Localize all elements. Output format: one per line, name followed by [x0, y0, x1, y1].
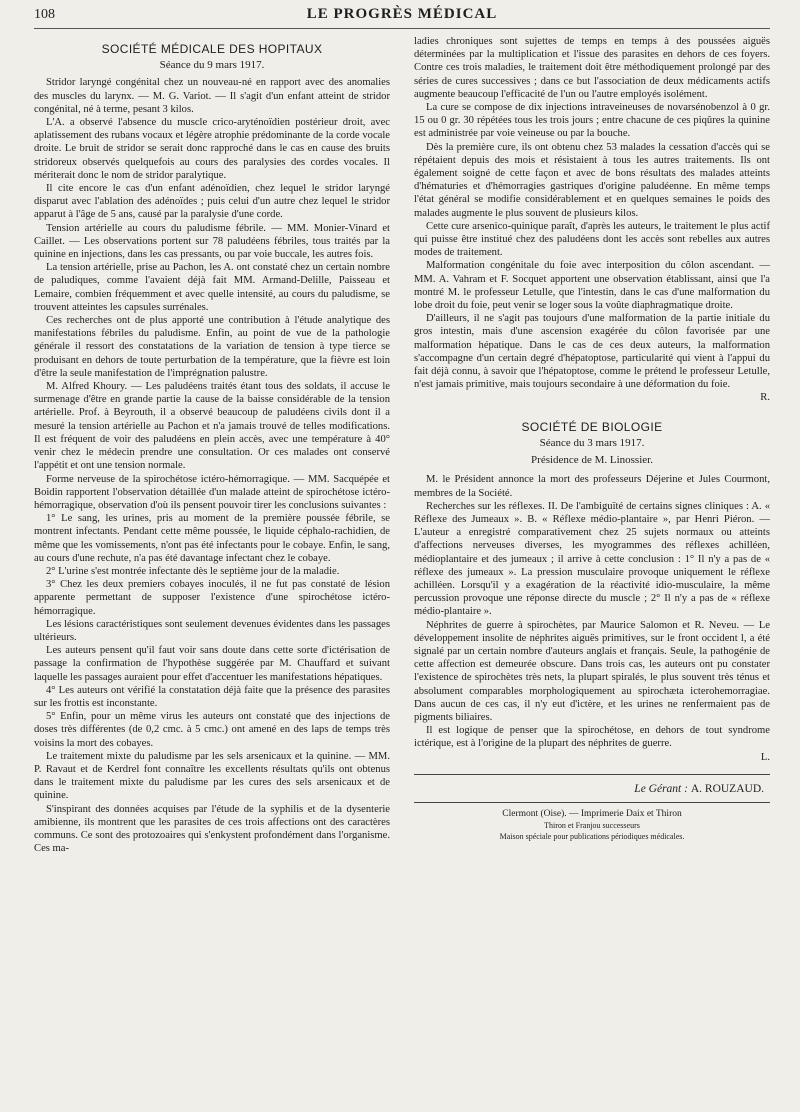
signature-initial: R. — [760, 392, 770, 404]
paragraph: S'inspirant des données acquises par l'étude de la syphilis et de la dysenterie amibienne, ils montrent que les parasites de ces trois affections ont des caractères communs. Ce sont des protozoaires qui s'enkystent profondément dans l'organisme. Ces ma- — [34, 803, 390, 855]
paragraph: 5° Enfin, pour un même virus les auteurs ont constaté que des injections de doses très différentes (de 0,2 cmc. à 5 cmc.) ont amené en des laps de temps très voisins la mort des cobayes. — [34, 711, 390, 749]
paragraph: Il est logique de penser que la spirochétose, en dehors de tout syndrome ictérique, est à l'origine de la plupart des néphrites de guerre. — [414, 725, 770, 750]
gerant-label: Le Gérant : — [634, 782, 688, 795]
imprint — [414, 809, 770, 842]
paragraph: ladies chroniques sont sujettes de temps en temps à des poussées aiguës déterminées par la multiplication et l'issue des parasites en dehors de ces foyers. Contre ces trois maladies, le traitement doit être méthodiquement prolongé par des séries de cures successives ; dans ce but l'association de deux médicaments actifs augmente beaucoup l'efficacité de l'un ou l'autre employés isolément. — [414, 36, 770, 100]
paragraph: Les auteurs pensent qu'il faut voir sans doute dans cette sorte d'ictérisation de passage la confirmation de l'hypothèse suggérée par M. Chauffard et suivant laquelle les passages auraient pour effet d'accentuer les manifestations hépatiques. — [34, 645, 390, 683]
page-number: 108 — [34, 7, 55, 22]
paragraph: Cette cure arsenico-quinique paraît, d'après les auteurs, le traitement le plus actif qui puisse être institué chez des paludéens dont les accès sont rebelles aux autres modes de traitement. — [414, 220, 770, 259]
imprint-successors: Thiron et Franjou successeurs — [544, 820, 640, 830]
imprint-specialty: Maison spéciale pour publications périodiques médicales. — [499, 831, 685, 841]
gerant-name: A. ROUZAUD. — [690, 782, 764, 795]
gerant-line — [414, 783, 764, 796]
paragraph: La cure se compose de dix injections intraveineuses de novarsénobenzol à 0 gr. 15 ou 0 gr. 30 répétées tous les trois jours ; entre chacune de ces piqûres la quinine est administrée par voie veineuse ou par la bouche. — [414, 102, 770, 140]
paragraph: M. le Président annonce la mort des professeurs Déjerine et Jules Courmont, membres de la Société. — [414, 474, 770, 499]
imprint-printer: Clermont (Oise). — Imprimerie Daix et Thiron — [502, 808, 682, 819]
paragraph: 4° Les auteurs ont vérifié la constatation déjà faite que la présence des parasites sur les frottis est inconstante. — [34, 684, 390, 709]
session-date: Séance du 9 mars 1917. — [159, 59, 265, 72]
divider — [414, 802, 770, 803]
left-column — [34, 35, 390, 855]
paragraph: La tension artérielle, prise au Pachon, les A. ont constaté chez un certain nombre de paludiques, comme l'avaient déjà fait MM. Armand-Delille, Paisseau et Lemaire, combien fréquemment et avec quelle intensité, au cours du paludisme, se trouvent atteintes les capsules surrénales. — [34, 262, 390, 313]
paragraph: 3° Chez les deux premiers cobayes inoculés, il ne fut pas constaté de lésion apparente permettant de supposer l'existence d'une spirochétose ictéro-hémorragique. — [34, 579, 390, 617]
paragraph: Forme nerveuse de la spirochétose ictéro-hémorragique. — MM. Sacquépée et Boidin rapportent l'observation détaillée d'un malade atteint de spirochétose ictéro-hémorragique, observation d'où ils pensent pouvoir tirer les conclusions suivantes : — [34, 473, 390, 511]
paragraph: D'ailleurs, il ne s'agit pas toujours d'une malformation de la partie initiale du gros intestin, mais d'une ascension exagérée du côlon favorisée par une malformation hépatique. Dans le cas de ces deux auteurs, la malformation s'accompagne d'un certain degré d'hépatoptose, particularité qui vient à l'appui du fait déjà connu, à savoir que l'hépatoptose, comme le prétend le professeur Letulle, n'est jamais primitive, mais toujours secondaire à une déformation du foie. — [414, 313, 770, 391]
divider — [414, 774, 770, 775]
section-title-hopitaux: SOCIÉTÉ MÉDICALE DES HOPITAUX — [101, 42, 323, 56]
paragraph: Il cite encore le cas d'un enfant adénoïdien, chez lequel le stridor laryngé disparut avec l'ablation des adénoïdes ; puis celui d'un autre chez lequel le stridor apparut à l'âge de 5 ans, causé par la paralysie d'une corde. — [34, 183, 390, 221]
paragraph: Néphrites de guerre à spirochètes, par Maurice Salomon et R. Neveu. — Le développement insolite de néphrites aiguës primitives, sur le front occident l, a été signalé par un certain nombre d'auteurs anglais et français. Seule, la pathogénie de cette affection est demeurée obscure. Dans trois cas, les auteurs ont pu constater l'existence de spirochètes très nets, la plupart spiralés, le plus souvent très ténus et absolument comparables morphologiquement au spirochæta icterohemorragiae. Dans aucun de ces cas, il n'y eut d'ictère, et les urines ne renfermaient pas de pigments biliaires. — [414, 619, 770, 723]
right-column — [414, 35, 770, 855]
running-header — [34, 6, 770, 29]
paragraph: L'A. a observé l'absence du muscle crico-aryténoïdien postérieur droit, avec aplatissement des rubans vocaux et légère atrophie prédominante de la corde vocale droite. Le bruit de stridor se serait donc rapproché dans le cas en cause des bruits stridoreux observés quelquefois au cours des paralysies des cordes vocales. Il mériterait donc le nom de stridor paralytique. — [34, 117, 390, 181]
presidence: Présidence de M. Linossier. — [531, 454, 653, 467]
paragraph: M. Alfred Khoury. — Les paludéens traités étant tous des soldats, il accuse le surmenage d'être en grande partie la cause de la baisse considérable de la tension artérielle. Prof. à Beyrouth, il a observé beaucoup de paludéens civils dont il a mesuré la tension artérielle au Pachon et n'a jamais trouvé de telles modifications. Il est fréquent de voir des paludéens en plein accès, avec une température à 40° venir chez le médecin prendre une consultation. Or ces malades ont conservé l'appétit et ont une tension normale. — [34, 381, 390, 472]
paragraph: Dès la première cure, ils ont obtenu chez 53 malades la cessation d'accès qui se répétaient depuis des mois et résistaient à tous les autres traitements. Ils ont également soigné de cette façon et avec de bons résultats des malades atteints d'hématuries et d'hémorragies gastriques d'origine paludéenne. En même temps l'état général se modifie considérablement et en quelques semaines le poids des malades augmente le plus souvent de plusieurs kilos. — [414, 141, 770, 219]
session-date: Séance du 3 mars 1917. — [539, 436, 645, 449]
paragraph: Stridor laryngé congénital chez un nouveau-né en rapport avec des anomalies des muscles du larynx. — M. G. Variot. — Il s'agit d'un enfant atteint de stridor congénital, né à terme, pesant 3 kilos. — [34, 77, 390, 115]
paragraph: Tension artérielle au cours du paludisme fébrile. — MM. Monier-Vinard et Caillet. — Les observations portent sur 78 paludéens fébriles, tous traités par la quinine en injections, dans les cas pressants, ou par voie buccale, les autres fois. — [34, 222, 390, 261]
paragraph: Malformation congénitale du foie avec interposition du côlon ascendant. — MM. A. Vahram et F. Socquet apportent une observation établissant, ainsi que l'a montré M. le professeur Letulle, que l'intestin, dans le cas d'une malformation du lobe droit du foie, peut venir se loger sous la voûte diaphragmatique droite. — [414, 260, 770, 312]
paragraph: 1° Le sang, les urines, pris au moment de la première poussée fébrile, se montrent infectants. Pendant cette même poussée, le liquide céphalo-rachidien, de même que les vomissements, n'ont pas été infectants pour le cobaye. Enfin, le sang, au cours d'une rechute, n'a pas été davantage infectant chez le cobaye. — [34, 513, 390, 564]
paragraph: Les lésions caractéristiques sont seulement devenues évidentes dans les passages ultérieurs. — [34, 618, 390, 643]
paragraph: Recherches sur les réflexes. II. De l'ambiguïté de certains signes cliniques : A. « Réflexe des Jumeaux ». B. « Réflexe médio-plantaire », par Henri Piéron. — L'auteur a enregistré comparativement chez 25 sujets normaux ou atteints d'affections nerveuses diverses, les myogrammes des réflexes achilléen, médioplantaire et des jumeaux ; il arrive à cette conclusion : 1° Il n'y a pas de « réflexe des jumeaux ». La pression musculaire provoque uniquement le réflexe achilléen. Lorsqu'il y a exagération de la réactivité idio-musculaire, la même percussion provoque une réponse directe du muscle ; 2° Il n'y a pas de « réflexe médio-plantaire ». — [414, 500, 770, 618]
signature-initial: L. — [760, 751, 770, 763]
paragraph: 2° L'urine s'est montrée infectante dès le septième jour de la maladie. — [46, 565, 340, 577]
paragraph: Le traitement mixte du paludisme par les sels arsenicaux et la quinine. — MM. P. Ravaut et de Kerdrel font connaître les excellents résultats qu'ils ont obtenus dans le traitement mixte du paludisme par les cures des sels arsenicaux et de quinine. — [34, 750, 390, 802]
journal-title: LE PROGRÈS MÉDICAL — [306, 6, 498, 22]
paragraph: Ces recherches ont de plus apporté une contribution à l'étude analytique des manifestations fébriles du paludisme. Enfin, au point de vue de la pathologie générale il ressort des constatations de la variation de tension à type tierce se produisant en dehors de toute perturbation de la température, que la fièvre est loin d'être la seule manifestation de l'imprégnation palustre. — [34, 315, 390, 379]
section-title-biologie: SOCIÉTÉ DE BIOLOGIE — [521, 419, 663, 434]
